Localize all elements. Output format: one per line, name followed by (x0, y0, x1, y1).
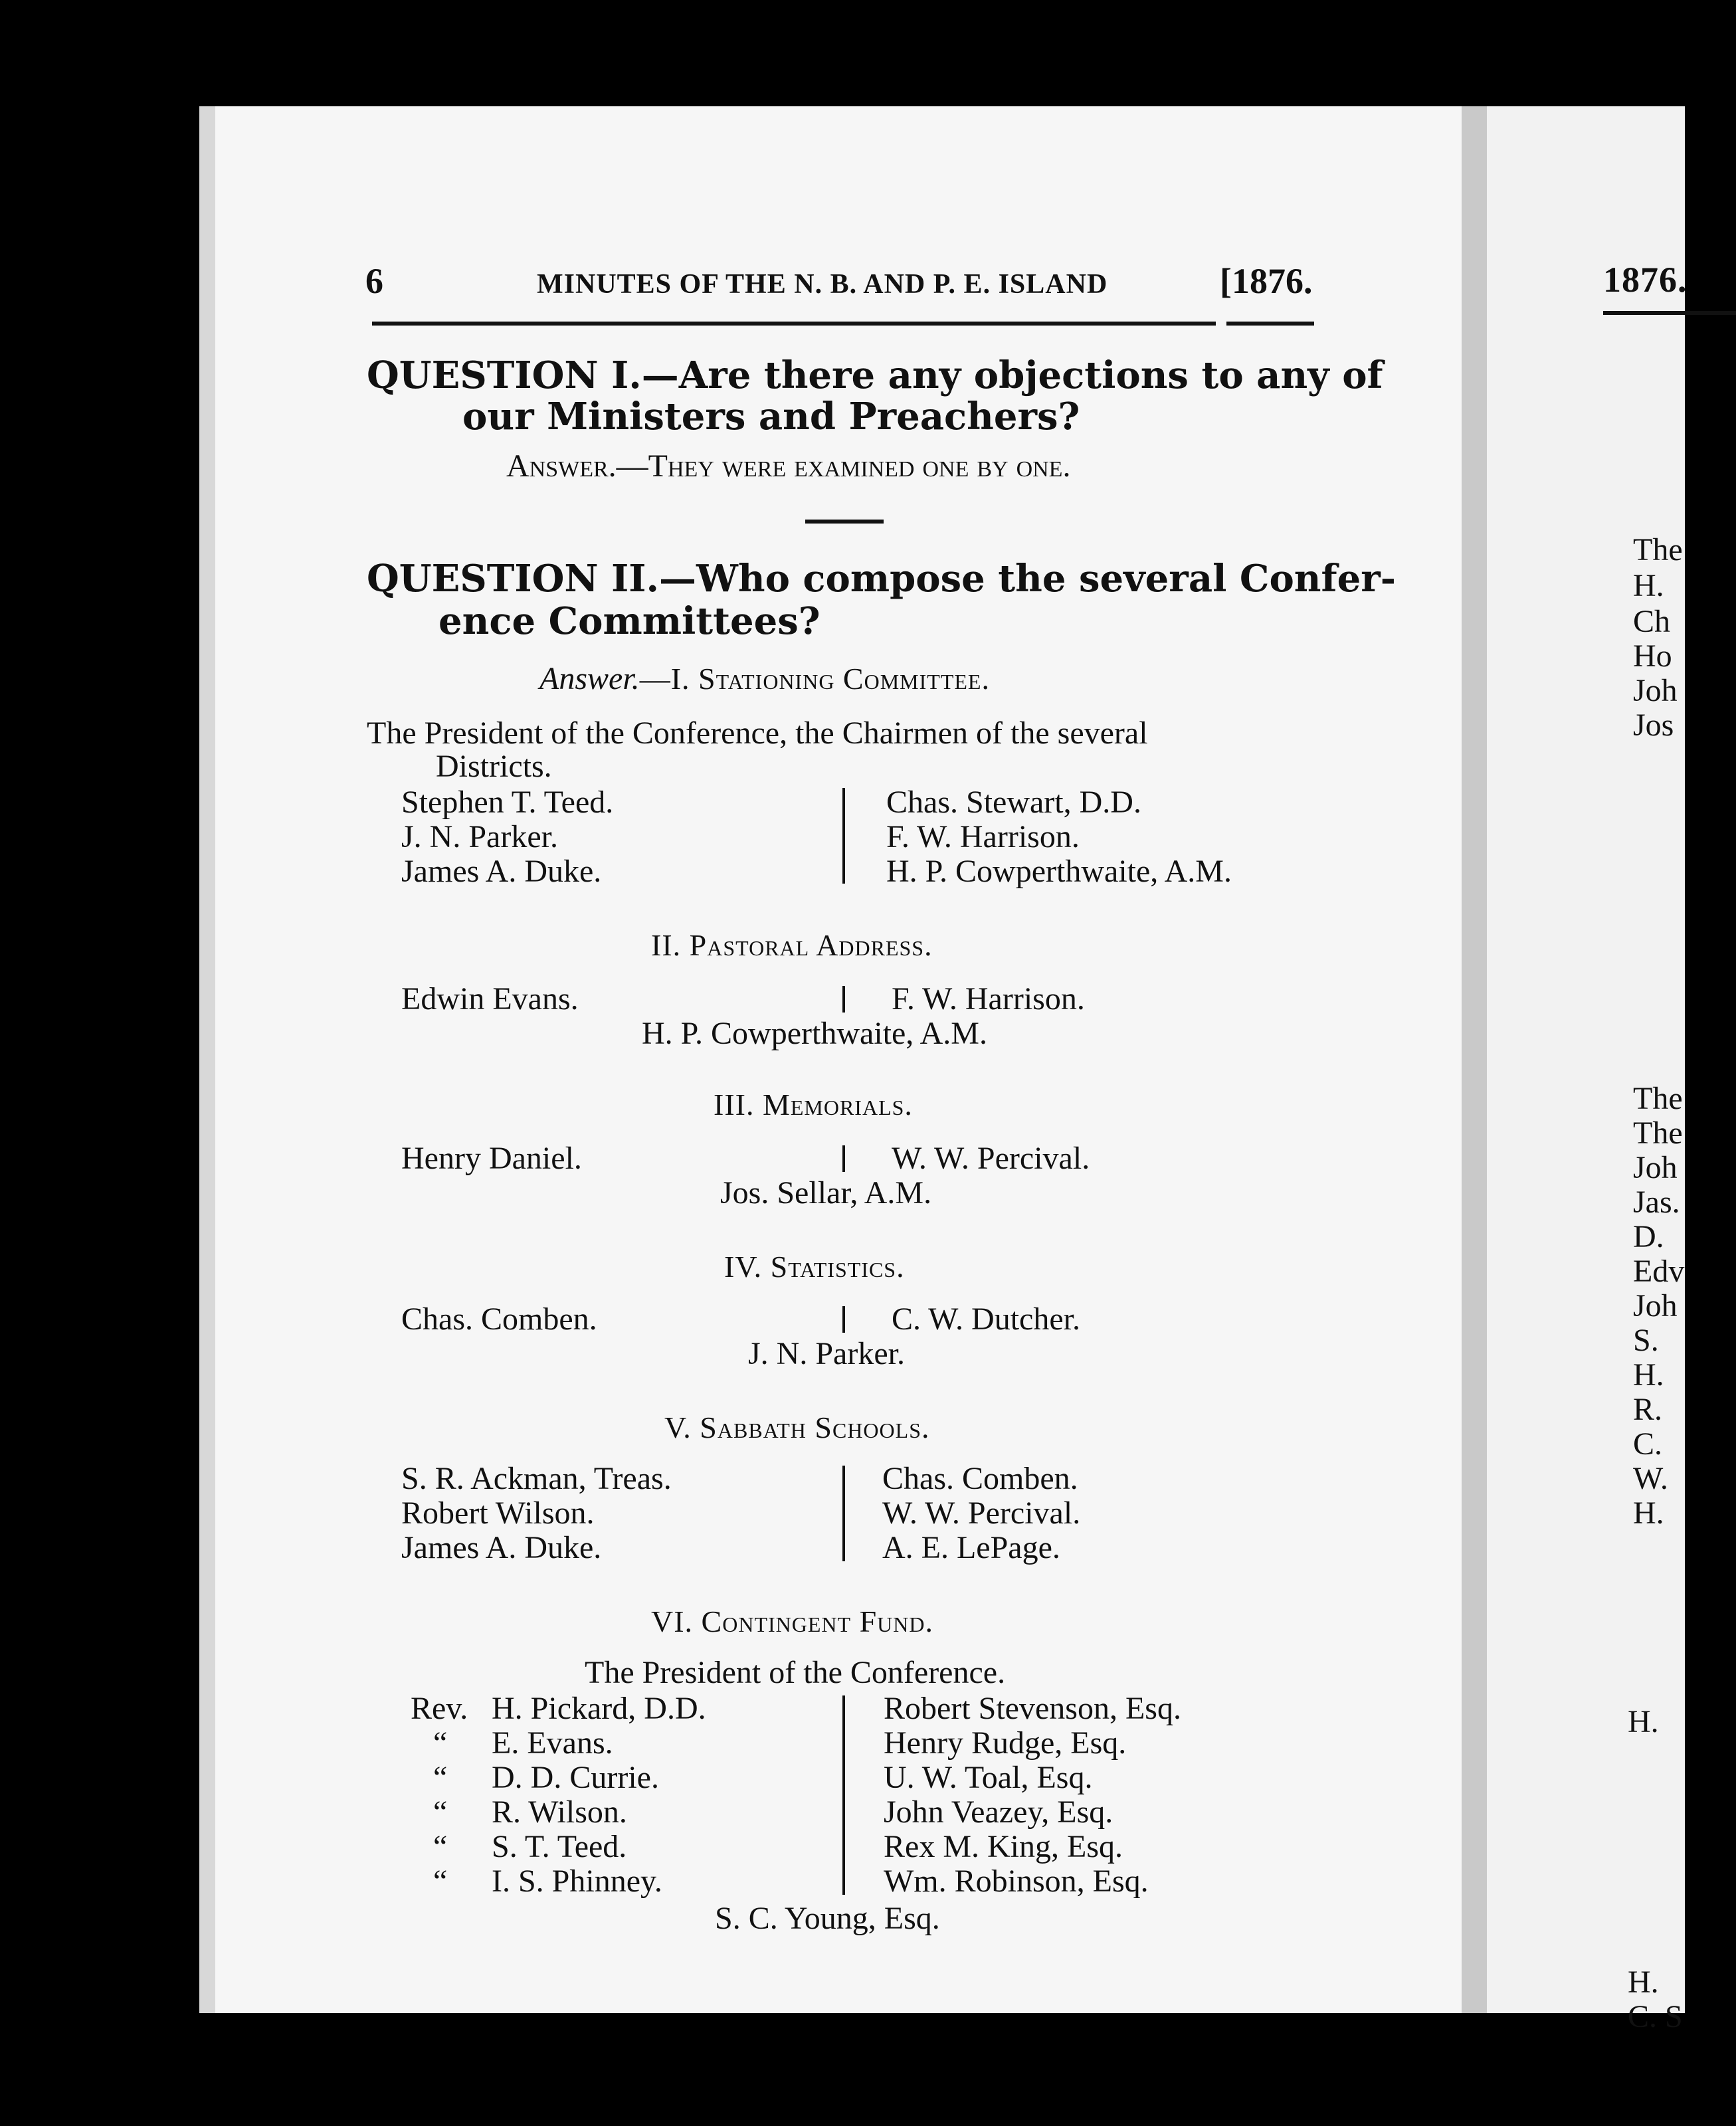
pastoral-heading: II. Pastoral Address. (651, 928, 933, 962)
right-fragment: Ch (1633, 604, 1671, 639)
header-rule-right (1226, 322, 1314, 326)
right-fragment: The (1633, 1115, 1683, 1151)
contingent-prefix: “ (433, 1829, 448, 1864)
stationing-member: H. P. Cowperthwaite, A.M. (886, 854, 1232, 889)
contingent-member: S. T. Teed. (492, 1829, 627, 1864)
contingent-member: I. S. Phinney. (492, 1864, 662, 1899)
contingent-member: U. W. Toal, Esq. (884, 1760, 1093, 1795)
contingent-member: John Veazey, Esq. (884, 1794, 1113, 1830)
right-fragment: R. (1633, 1392, 1663, 1427)
right-fragment: Jos (1633, 708, 1674, 743)
right-fragment: D. (1633, 1219, 1664, 1254)
sabbath-member: Robert Wilson. (401, 1496, 595, 1531)
right-fragment: H. (1633, 1357, 1664, 1393)
contingent-prefix: “ (433, 1760, 448, 1795)
question-1-line2: our Ministers and Preachers? (462, 395, 1080, 438)
contingent-footer: S. C. Young, Esq. (715, 1901, 940, 1936)
right-fragment: Joh (1633, 1288, 1678, 1323)
book-page-right (1487, 106, 1688, 2034)
stationing-member: F. W. Harrison. (886, 819, 1080, 854)
contingent-member: Robert Stevenson, Esq. (884, 1691, 1181, 1726)
page-number: 6 (365, 261, 383, 301)
sabbath-heading: V. Sabbath Schools. (664, 1410, 930, 1444)
right-fragment: H. (1633, 568, 1664, 603)
book-gutter (1462, 106, 1487, 2013)
pastoral-member: F. W. Harrison. (892, 981, 1085, 1016)
question-2-line2: ence Committees? (438, 599, 820, 643)
sabbath-member: W. W. Percival. (882, 1496, 1081, 1531)
statistics-member: J. N. Parker. (748, 1336, 905, 1371)
question-2-answer (539, 660, 990, 697)
right-fragment: H. (1633, 1496, 1664, 1531)
column-divider (842, 1306, 845, 1333)
stationing-member: James A. Duke. (401, 854, 602, 889)
right-fragment: The (1633, 532, 1683, 567)
running-title: MINUTES OF THE N. B. AND P. E. ISLAND (537, 269, 1108, 300)
contingent-member: Henry Rudge, Esq. (884, 1725, 1127, 1761)
header-rule (372, 322, 1216, 326)
memorials-member: Jos. Sellar, A.M. (720, 1175, 932, 1210)
question-1-line1: QUESTION I.—Are there any objections to any of (367, 353, 1383, 397)
stationing-member: Stephen T. Teed. (401, 785, 614, 820)
header-year: [1876. (1220, 261, 1313, 301)
right-fragment: S. (1633, 1323, 1659, 1358)
right-fragment: C. (1633, 1426, 1663, 1462)
contingent-member: H. Pickard, D.D. (492, 1691, 706, 1726)
right-fragment: H. (1628, 1965, 1659, 2000)
stationing-intro: The President of the Conference, the Chairmen of the several (367, 716, 1148, 751)
question-1-answer: Answer.—They were examined one by one. (506, 448, 1071, 484)
contingent-prefix: “ (433, 1725, 448, 1761)
contingent-member: Wm. Robinson, Esq. (884, 1864, 1149, 1899)
answer-label: Answer. (539, 661, 640, 696)
sabbath-member: S. R. Ackman, Treas. (401, 1461, 672, 1496)
right-fragment: W. (1633, 1461, 1668, 1496)
right-page-year: 1876. (1603, 260, 1688, 300)
section-separator (805, 520, 884, 524)
contingent-member: D. D. Currie. (492, 1760, 659, 1795)
pastoral-member: H. P. Cowperthwaite, A.M. (642, 1016, 987, 1051)
sabbath-member: A. E. LePage. (882, 1530, 1060, 1565)
stationing-intro-2: Districts. (436, 749, 552, 784)
contingent-member: E. Evans. (492, 1725, 613, 1761)
stationing-member: J. N. Parker. (401, 819, 558, 854)
right-fragment: Joh (1633, 1150, 1678, 1185)
sabbath-member: Chas. Comben. (882, 1461, 1078, 1496)
right-fragment: Ho (1633, 638, 1672, 674)
memorials-member: W. W. Percival. (892, 1141, 1090, 1176)
statistics-member: C. W. Dutcher. (892, 1302, 1080, 1337)
column-divider (842, 1466, 845, 1561)
contingent-heading: VI. Contingent Fund. (651, 1604, 933, 1638)
right-header-rule (1603, 311, 1736, 315)
column-divider (842, 986, 845, 1013)
right-fragment: C. S (1628, 1999, 1683, 2034)
right-fragment: The (1633, 1081, 1683, 1116)
contingent-member: R. Wilson. (492, 1794, 627, 1830)
statistics-member: Chas. Comben. (401, 1302, 597, 1337)
right-fragment: Jas. (1633, 1185, 1680, 1220)
contingent-member: Rex M. King, Esq. (884, 1829, 1123, 1864)
stationing-member: Chas. Stewart, D.D. (886, 785, 1141, 820)
column-divider (842, 788, 845, 884)
contingent-intro: The President of the Conference. (585, 1655, 1006, 1690)
memorials-heading: III. Memorials. (714, 1088, 913, 1121)
contingent-prefix: “ (433, 1794, 448, 1830)
column-divider (842, 1695, 845, 1895)
sabbath-member: James A. Duke. (401, 1530, 602, 1565)
statistics-heading: IV. Statistics. (724, 1250, 905, 1284)
pastoral-member: Edwin Evans. (401, 981, 579, 1016)
right-fragment: Edv (1633, 1254, 1685, 1289)
committee-heading: —I. Stationing Committee. (639, 662, 990, 696)
contingent-prefix: Rev. (411, 1691, 468, 1726)
right-fragment: H. (1628, 1704, 1659, 1739)
question-2-line1: QUESTION II.—Who compose the several Confer- (367, 557, 1396, 601)
column-divider (842, 1145, 845, 1172)
contingent-prefix: “ (433, 1864, 448, 1899)
memorials-member: Henry Daniel. (401, 1141, 582, 1176)
right-fragment: Joh (1633, 673, 1678, 708)
